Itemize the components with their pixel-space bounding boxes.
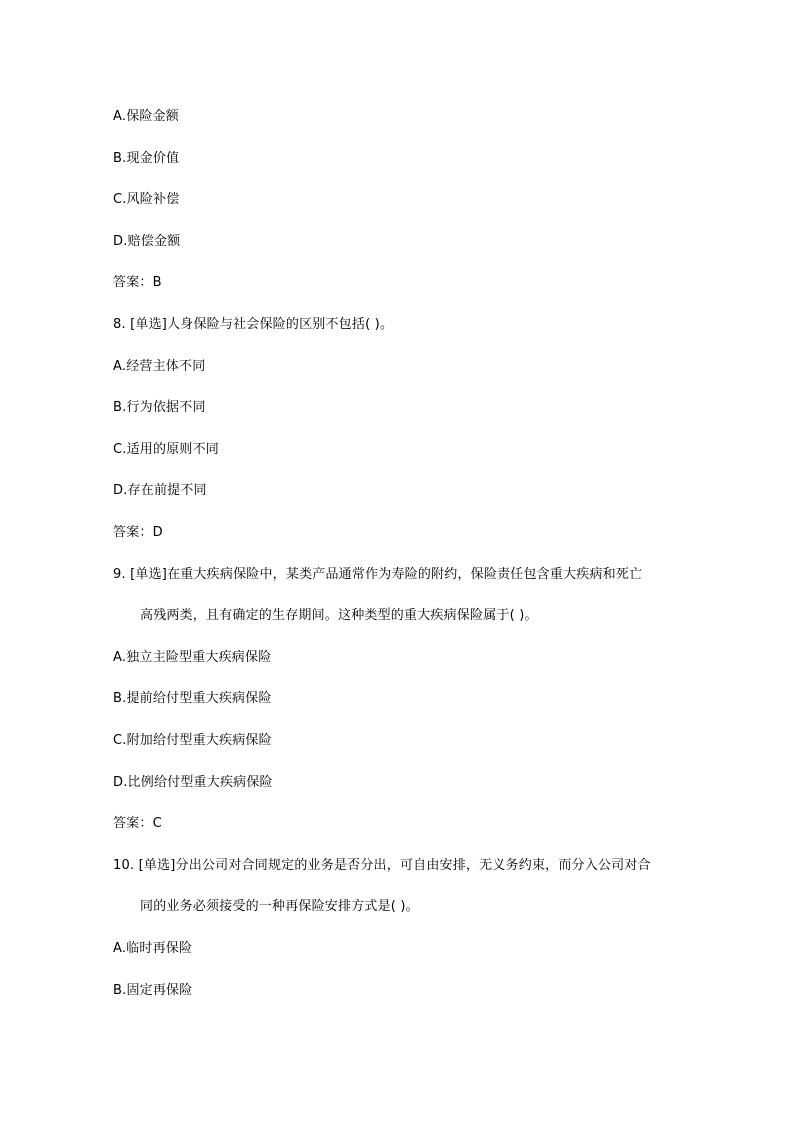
option-b: B.现金价值	[113, 151, 180, 166]
option-d: D.赔偿金额	[113, 234, 181, 249]
option-c: C.风险补偿	[113, 192, 180, 207]
question-8: 8. [单选]人身保险与社会保险的区别不包括( )。	[113, 317, 394, 332]
option-c: C.适用的原则不同	[113, 442, 220, 457]
option-d: D.比例给付型重大疾病保险	[113, 775, 273, 790]
option-d: D.存在前提不同	[113, 483, 207, 498]
question-10-continuation: 同的业务必须接受的一种再保险安排方式是( )。	[140, 899, 419, 914]
option-a: A.临时再保险	[113, 941, 193, 956]
option-c: C.附加给付型重大疾病保险	[113, 733, 272, 748]
answer: 答案：B	[113, 275, 162, 290]
answer: 答案：D	[113, 525, 163, 540]
answer: 答案：C	[113, 816, 162, 831]
option-a: A.保险金额	[113, 109, 179, 124]
question-10: 10. [单选]分出公司对合同规定的业务是否分出，可自由安排，无义务约束，而分入公司对合	[113, 858, 651, 873]
option-b: B.行为依据不同	[113, 400, 206, 415]
option-a: A.独立主险型重大疾病保险	[113, 650, 272, 665]
option-a: A.经营主体不同	[113, 359, 206, 374]
option-b: B.提前给付型重大疾病保险	[113, 691, 272, 706]
option-b: B.固定再保险	[113, 983, 193, 998]
question-9-continuation: 高残两类，且有确定的生存期间。这种类型的重大疾病保险属于( )。	[140, 608, 538, 623]
question-9: 9. [单选]在重大疾病保险中，某类产品通常作为寿险的附约，保险责任包含重大疾病和死亡	[113, 567, 643, 582]
